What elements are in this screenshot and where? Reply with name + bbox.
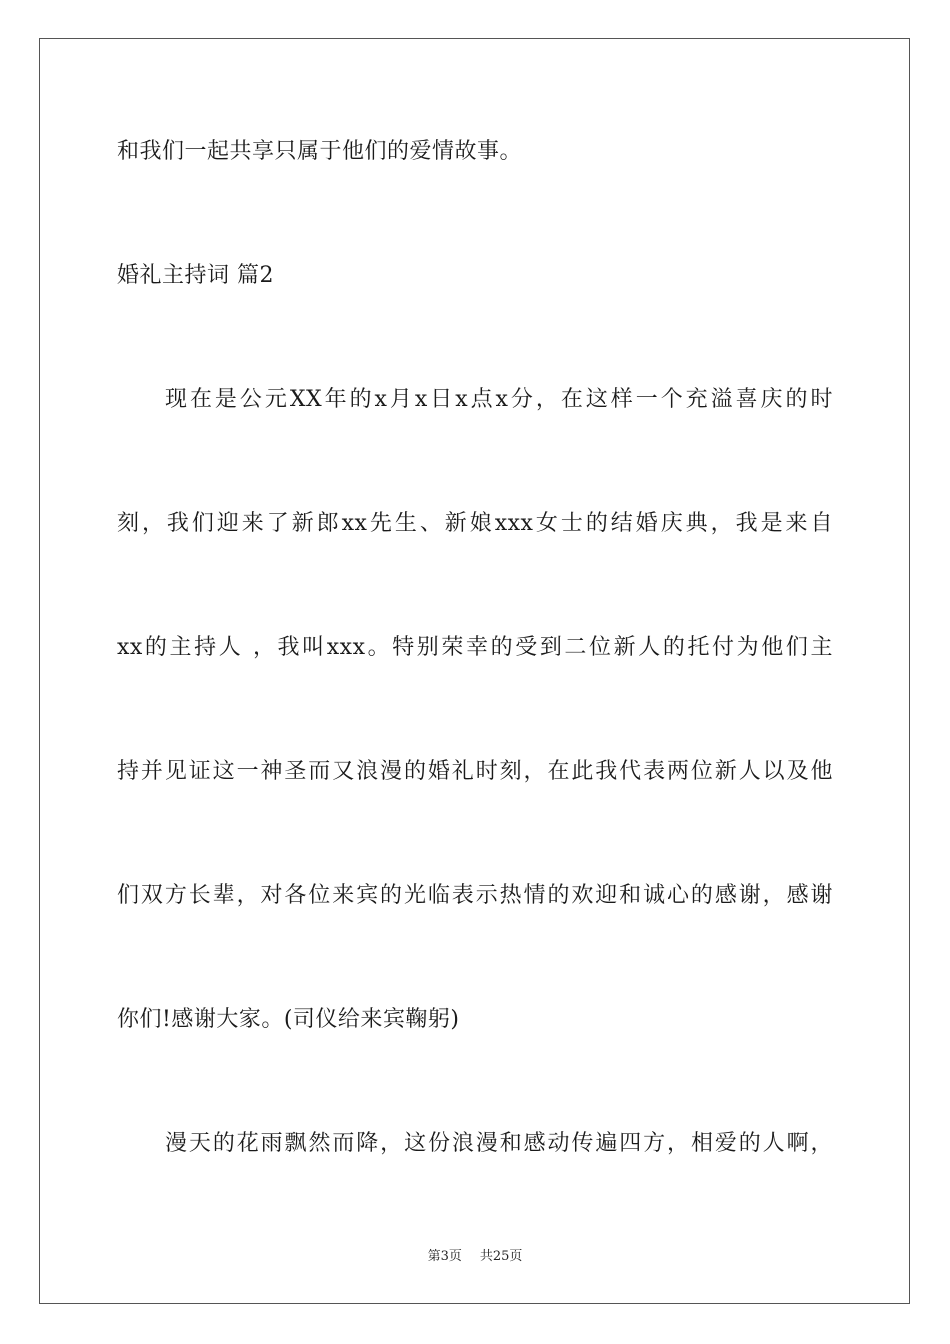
page-border <box>39 38 910 1304</box>
page-total: 共25页 <box>479 1249 523 1264</box>
body-text-line: 们双方长辈，对各位来宾的光临表示热情的欢迎和诚心的感谢，感谢 <box>117 883 833 908</box>
page-footer <box>0 1248 950 1266</box>
page-number: 第3页 <box>427 1249 462 1264</box>
section-heading: 婚礼主持词 篇2 <box>117 263 274 288</box>
body-text-line: 刻，我们迎来了新郎xx先生、新娘xxx女士的结婚庆典，我是来自 <box>117 511 833 536</box>
body-text-line: 持并见证这一神圣而又浪漫的婚礼时刻，在此我代表两位新人以及他 <box>117 759 833 784</box>
body-text-line: xx的主持人 ，我叫xxx。特别荣幸的受到二位新人的托付为他们主 <box>117 635 833 660</box>
body-text-line: 漫天的花雨飘然而降，这份浪漫和感动传遍四方，相爱的人啊， <box>165 1131 833 1156</box>
body-text-line: 你们!感谢大家。(司仪给来宾鞠躬) <box>117 1007 460 1032</box>
body-text-line: 和我们一起共享只属于他们的爱情故事。 <box>117 139 523 164</box>
body-text-line: 现在是公元XX年的x月x日x点x分，在这样一个充溢喜庆的时 <box>165 387 833 412</box>
